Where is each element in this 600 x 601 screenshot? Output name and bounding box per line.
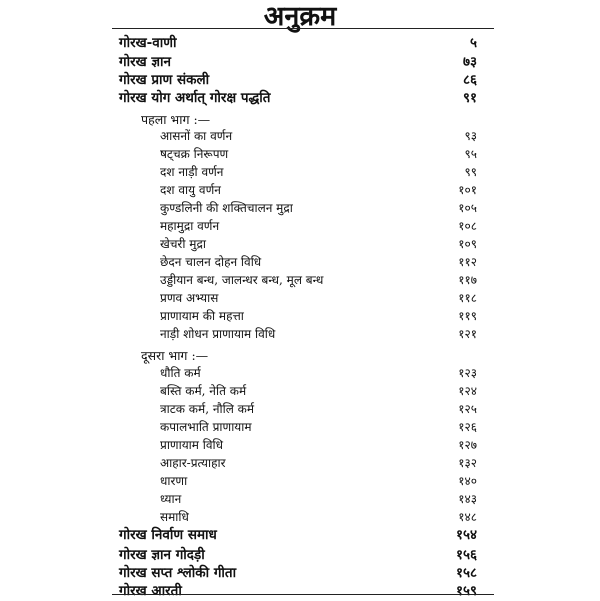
toc-entry-title: धारणा [160, 474, 188, 488]
toc-entry [0, 162, 600, 182]
toc-page-number: १३२ [458, 456, 477, 470]
toc-page-number: १०५ [458, 201, 477, 215]
toc-entry [0, 144, 600, 164]
toc-entry [0, 126, 600, 146]
toc-page-number: १४८ [458, 510, 477, 524]
toc-entry [0, 581, 600, 601]
toc-entry [0, 252, 600, 272]
toc-entry [0, 363, 600, 383]
toc-entry [0, 198, 600, 218]
toc-entry [0, 270, 600, 290]
toc-entry [0, 288, 600, 308]
toc-page-number: १२३ [458, 366, 477, 380]
toc-entry [0, 52, 600, 72]
toc-entry-title: गोरख ज्ञान गोदड़ी [119, 547, 205, 563]
toc-page-number: १०१ [458, 183, 477, 197]
toc-entry [0, 545, 600, 565]
toc-entry-title: गोरख योग अर्थात् गोरक्ष पद्धति [119, 90, 271, 106]
toc-entry-title: कपालभाति प्राणायाम [160, 420, 252, 434]
toc-entry [0, 70, 600, 90]
toc-entry [0, 234, 600, 254]
toc-page-number: ११९ [458, 309, 477, 323]
toc-page-number: १०९ [458, 237, 477, 251]
toc-entry-title: गोरख निर्वाण समाध [119, 527, 217, 543]
toc-entry [0, 471, 600, 491]
toc-entry [0, 180, 600, 200]
toc-entry-title: प्रणव अभ्यास [160, 291, 219, 305]
toc-entry [0, 216, 600, 236]
toc-entry-title: उड्डीयान बन्ध, जालन्धर बन्ध, मूल बन्ध [160, 273, 324, 287]
toc-entry [0, 563, 600, 583]
toc-page-number: १२५ [458, 402, 477, 416]
toc-entry [0, 507, 600, 527]
toc-page-number: ११८ [458, 291, 477, 305]
toc-title: अनुक्रम [263, 1, 337, 32]
toc-page-number: ७३ [462, 54, 477, 70]
toc-entry-title: महामुद्रा वर्णन [160, 219, 220, 233]
toc-entry-title: धौति कर्म [160, 366, 201, 380]
toc-entry [0, 435, 600, 455]
toc-entry-title: ध्यान [160, 492, 182, 506]
toc-entry-title: दश नाड़ी वर्णन [160, 165, 224, 179]
toc-entry [0, 33, 600, 53]
toc-entry-title: छेदन चालन दोहन विधि [160, 255, 262, 269]
toc-page-number: १४० [458, 474, 477, 488]
toc-entry [0, 306, 600, 326]
toc-page-number: ११२ [458, 255, 477, 269]
toc-page-number: ११७ [458, 273, 477, 287]
toc-page-number: १२६ [458, 420, 477, 434]
toc-page-number: ९५ [464, 147, 477, 161]
toc-entry-title: गोरख-वाणी [119, 35, 177, 51]
toc-page-number: ९१ [462, 90, 477, 106]
toc-entry-title: समाधि [160, 510, 189, 524]
toc-entry [0, 324, 600, 344]
toc-page-number: १४३ [458, 492, 477, 506]
toc-entry-title: दश वायु वर्णन [160, 183, 221, 197]
toc-page-number: ९३ [464, 129, 477, 143]
toc-entry-title: खेचरी मुद्रा [160, 237, 206, 251]
toc-page-number: १५४ [455, 527, 477, 543]
toc-entry [0, 417, 600, 437]
toc-page-number: १५९ [455, 583, 477, 599]
toc-entry [0, 489, 600, 509]
toc-page-number: १२७ [458, 438, 477, 452]
toc-page-number: ९९ [464, 165, 477, 179]
toc-entry [0, 381, 600, 401]
toc-entry-title: प्राणायाम विधि [160, 438, 224, 452]
toc-entry-title: गोरख आरती [119, 583, 182, 599]
toc-page-number: १२४ [458, 384, 477, 398]
toc-entry [0, 88, 600, 108]
toc-entry-title: पहला भाग :— [141, 112, 211, 127]
toc-entry-title: गोरख प्राण संकली [119, 72, 210, 88]
toc-entry-title: आसनों का वर्णन [160, 129, 233, 143]
toc-page-number: ५ [469, 35, 477, 51]
toc-entry-title: प्राणायाम की महत्ता [160, 309, 244, 323]
toc-entry-title: त्राटक कर्म, नौलि कर्म [160, 402, 255, 416]
toc-entry-title: आहार-प्रत्याहार [160, 456, 226, 470]
toc-entry [0, 525, 600, 545]
toc-entry-title: गोरख ज्ञान [119, 54, 172, 70]
toc-page-number: ८६ [462, 72, 477, 88]
toc-entry-title: कुण्डलिनी की शक्तिचालन मुद्रा [160, 201, 293, 215]
toc-entry [0, 453, 600, 473]
bottom-rule [112, 594, 494, 595]
toc-page-number: १५६ [455, 547, 477, 563]
toc-entry-title: बस्ति कर्म, नेति कर्म [160, 384, 247, 398]
toc-entry-title: गोरख सप्त श्लोकी गीता [119, 565, 237, 581]
toc-entry-title: षट्चक्र निरूपण [160, 147, 229, 161]
toc-page-number: १५८ [455, 565, 477, 581]
toc-page-number: १०८ [458, 219, 477, 233]
toc-entry-title: नाड़ी शोधन प्राणायाम विधि [160, 327, 276, 341]
toc-page-number: १२१ [458, 327, 477, 341]
toc-entry [0, 399, 600, 419]
toc-entry-title: दूसरा भाग :— [141, 348, 209, 363]
